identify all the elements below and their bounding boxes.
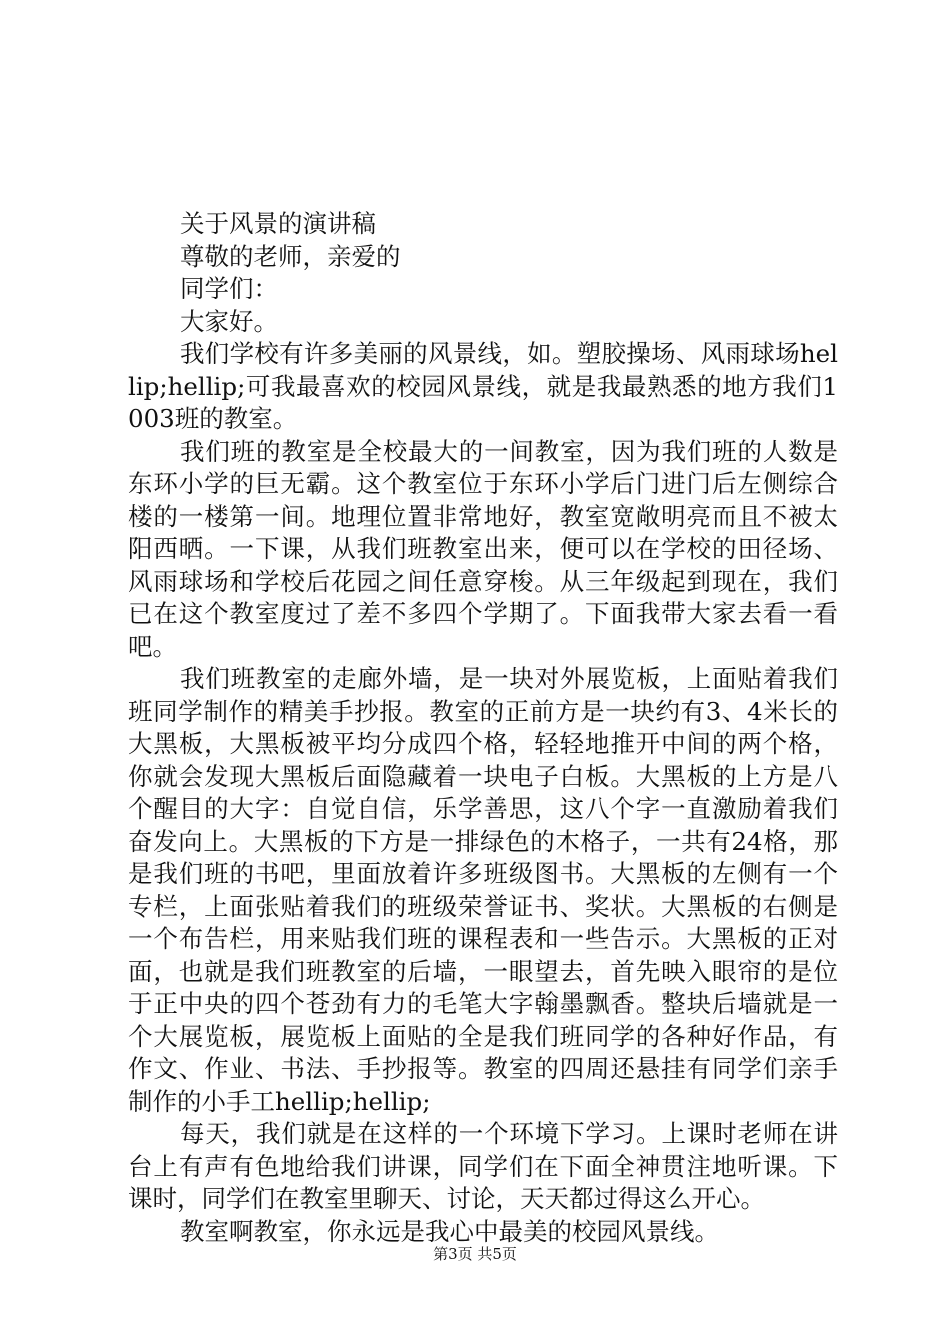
document-title: 关于风景的演讲稿	[180, 209, 376, 238]
paragraph-5: 教室啊教室，你永远是我心中最美的校园风景线。	[180, 1216, 719, 1246]
page-number-footer: 第3页 共5页	[433, 1245, 517, 1263]
paragraph-4: 每天，我们就是在这样的一个环境下学习。上课时老师在讲台上有声有色地给我们讲课，同学们在下面全神贯注地听课。下课时，同学们在教室里聊天、讨论，天天都过得这么开心。	[128, 1119, 838, 1213]
salutation-line-2: 同学们：	[180, 274, 278, 303]
paragraph-3: 我们班教室的走廊外墙，是一块对外展览板，上面贴着我们班同学制作的精美手抄报。教室的正前方是一块约有3、4米长的大黑板，大黑板被平均分成四个格，轻轻地推开中间的两个格，你就会发现大黑板后面隐藏着一块电子白板。大黑板的上方是八个醒目的大字：自觉自信，乐学善思，这八个字一直激励着我们奋发向上。大黑板的下方是一排绿色的木格子，一共有24格，那是我们班的书吧，里面放着许多班级图书。大黑板的左侧有一个专栏，上面张贴着我们的班级荣誉证书、奖状。大黑板的右侧是一个布告栏，用来贴我们班的课程表和一些告示。大黑板的正对面，也就是我们班教室的后墙，一眼望去，首先映入眼帘的是位于正中央的四个苍劲有力的毛笔大字翰墨飘香。整块后墙就是一个大展览板，展览板上面贴的全是我们班同学的各种好作品，有作文、作业、书法、手抄报等。教室的四周还悬挂有同学们亲手制作的小手工hellip;hellip;	[128, 664, 838, 1116]
paragraph-1: 我们学校有许多美丽的风景线，如。塑胶操场、风雨球场hellip;hellip;可我最喜欢的校园风景线，就是我最熟悉的地方我们1003班的教室。	[128, 339, 838, 433]
paragraph-2: 我们班的教室是全校最大的一间教室，因为我们班的人数是东环小学的巨无霸。这个教室位于东环小学后门进门后左侧综合楼的一楼第一间。地理位置非常地好，教室宽敞明亮而且不被太阳西晒。一下课，从我们班教室出来，便可以在学校的田径场、风雨球场和学校后花园之间任意穿梭。从三年级起到现在，我们已在这个教室度过了差不多四个学期了。下面我带大家去看一看吧。	[128, 436, 838, 661]
document-body	[128, 208, 838, 1248]
salutation-line-1: 尊敬的老师，亲爱的	[180, 241, 401, 271]
greeting-line: 大家好。	[180, 306, 278, 336]
